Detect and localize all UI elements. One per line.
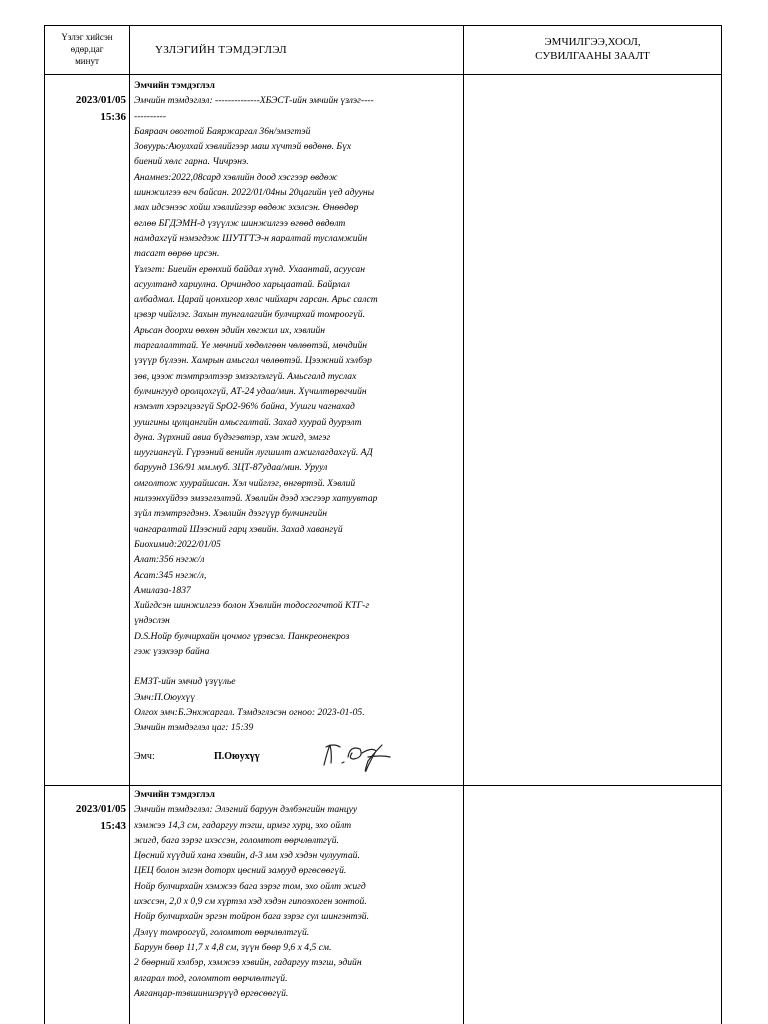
note-line: шинжилгээ өгч байсан. 2022/01/04ны 20цагийн үед адууны — [134, 187, 375, 199]
entry-title: Эмчийн тэмдэглэл — [134, 80, 215, 91]
header-time-line: өдөр,цаг — [70, 44, 104, 54]
note-line: Дэлүү томроогүй, голомтот өөрчлөлтгүй. — [134, 926, 310, 938]
note-line: Баруун бөөр 11,7 x 4,8 см, зүүн бөөр 9,6 x 4,5 см. — [134, 941, 332, 953]
entry-notes — [134, 787, 462, 1001]
note-line: чангаралтай Шээсний гарц хэвийн. Захад хавангүй — [134, 523, 343, 535]
note-line: үзүүр бүлээн. Хамрын амьсгал чөлөөтэй. Цээжний хэлбэр — [134, 355, 372, 367]
note-line: Алат:356 нэгж/л — [134, 554, 205, 566]
table-left-border — [44, 25, 45, 1024]
header-bottom-border — [44, 74, 722, 75]
note-line: булчингууд оролцохгүй, АТ-24 удаа/мин. Хүчилтөрөгчийн — [134, 385, 367, 397]
note-line: биений хөлс гарна. Чичрэнэ. — [134, 156, 249, 168]
note-line: Баяраач овогтой Баяржаргал 36н/эмэгтэй — [134, 125, 311, 137]
note-line: нэмэлт хэрэгцээгүй SpO2-96% байна, Уушги чагнахад — [134, 401, 355, 413]
note-line: Эмчийн тэмдэглэл: --------------ХБЭСТ-ийн эмчийн үзлэг---- — [134, 95, 374, 107]
header-time-column — [45, 31, 129, 67]
note-line: уушгины цулцангийн амьсгалтай. Захад хуурай дуурэлт — [134, 416, 362, 428]
entry-title: Эмчийн тэмдэглэл — [134, 789, 215, 800]
note-line: D.S.Нойр булчирхайн цочмог үрэвсэл. Панкреонекроз — [134, 630, 350, 642]
note-line: Зовуурь:Аюулхай хэвлийгээр маш хүчтэй өвдөнө. Бүх — [134, 141, 352, 153]
note-line: Асат:345 нэгж/л, — [134, 569, 207, 581]
note-line: таргалалттай. Үе мөчний хөдөлгөөн чөлөөтэй, мөчдийн — [134, 340, 368, 352]
note-line — [134, 659, 462, 674]
note-line: ихэссэн, 2,0 x 0,9 см хүртэл хэд хэдэн гипоэхоген зонтой. — [134, 896, 367, 908]
header-treatment-column — [464, 35, 721, 63]
note-line: Нойр булчирхайн эргэн тойрон бага зэрэг сул шингэнтэй. — [134, 911, 369, 923]
entry-time: 15:43 — [100, 820, 126, 832]
entry-notes — [134, 78, 462, 735]
note-line: Эмчийн тэмдэглэл цаг: 15:39 — [134, 722, 254, 734]
note-line: Аяганцар-тэвшиншэрүүд өргөсөөгүй. — [134, 987, 289, 999]
note-line: Анамнез:2022,08сард хэвлийн доод хэсгээр өвдөж — [134, 171, 338, 183]
note-line: цэвэр чийглэг. Захын тунгалагийн булчирхай томроогүй. — [134, 309, 365, 321]
note-line: Нойр булчирхайн хэмжээ бага зэрэг том, эхо ойлт жигд — [134, 880, 366, 892]
note-line: ЦЕЦ болон элгэн доторх цөсний замууд өргөсөөгүй. — [134, 865, 347, 877]
signature-block — [134, 747, 434, 777]
entry-date: 2023/01/05 — [75, 803, 126, 815]
signature-name: П.Оюухүү — [214, 751, 260, 762]
entry-datetime — [46, 92, 126, 126]
note-line: гэж үзэхээр байна — [134, 645, 210, 657]
note-line: албадмал. Царай цонхигор хөлс чийхарч гарсан. Арьс салст — [134, 294, 378, 306]
note-line: дуна. Зүрхний авиа бүдэгэвтэр, хэм жигд, эмгэг — [134, 431, 331, 443]
note-line: асуултанд хариулна. Орчиндоо харьцаатай. Байрлал — [134, 278, 350, 290]
header-notes-column: ҮЗЛЭГИЙН ТЭМДЭГЛЭЛ — [155, 44, 287, 56]
entry-time: 15:36 — [100, 111, 126, 123]
note-line: баруунд 136/91 мм.муб. ЗЦТ-87удаа/мин. Уруул — [134, 462, 328, 474]
note-line: намдахгүй нэмэгдэж ШУТГТЭ-н яаралтай тусламжийн — [134, 232, 368, 244]
note-line: Арьсан доорхи өөхөн эдийн хөгжил их, хэвлийн — [134, 324, 326, 336]
note-line: өглөө БГДЭМН-д үзүүлж шинжилгээ өгөөд өвдөлт — [134, 217, 346, 229]
header-time-line: Үзлэг хийсэн — [61, 32, 113, 42]
header-treatment-line: ЭМЧИЛГЭЭ,ХООЛ, — [544, 36, 641, 48]
handwritten-signature — [320, 735, 402, 775]
note-line: зөв, цээж тэмтрэлтээр эмзэглэлгүй. Амьсгалд туслах — [134, 370, 357, 382]
note-line: Эмч:П.Оюухүү — [134, 691, 196, 703]
table-right-border — [721, 25, 722, 1024]
note-line: Амилаза-1837 — [134, 584, 191, 596]
signature-role: Эмч: — [134, 751, 155, 762]
note-line: Цөсний хүүдий хана хэвийн, d-3 мм хэд хэдэн чулуутай. — [134, 850, 360, 862]
column-divider-notes — [463, 25, 464, 1024]
note-line: ---------- — [134, 110, 166, 122]
column-divider-time — [129, 25, 130, 1024]
note-line: Олгох эмч:Б.Энхжаргал. Тэмдэглэсэн огноо: 2023-01-05. — [134, 706, 365, 718]
note-line: үндэслэн — [134, 615, 170, 627]
note-line: ялгарал тод, голомтот өөрчлөлтгүй. — [134, 972, 288, 984]
note-line: мах идсэнээс хойш хэвлийгээр өвдөж эхэлсэн. Өнөөдөр — [134, 202, 359, 214]
note-line: омголтож хуурайшсан. Хэл чийглэг, өнгөртэй. Хэвлий — [134, 477, 356, 489]
entry-divider — [44, 785, 722, 786]
header-time-line: минут — [75, 56, 99, 66]
note-line: Эмчийн тэмдэглэл: Элэгний баруун дэлбэнгийн танцуу — [134, 804, 358, 816]
note-line: Хийгдсэн шинжилгээ болон Хэвлийн тодосгогчтой КТГ-г — [134, 600, 370, 612]
note-line: Биохимид:2022/01/05 — [134, 538, 221, 550]
note-line: нилээнхүйдээ эмзэглэлтэй. Хэвлийн дээд хэсгээр хатуувтар — [134, 493, 378, 505]
entry-date: 2023/01/05 — [75, 94, 126, 106]
note-line: ЕМЗТ-ийн эмчид үзүүлье — [134, 676, 236, 688]
entry-datetime — [46, 801, 126, 835]
note-line: Үзлэгт: Биеийн ерөнхий байдал хүнд. Ухаантай, асуусан — [134, 263, 365, 275]
note-line: 2 бөөрний хэлбэр, хэмжээ хэвийн, гадаргуу тэгш, эдийн — [134, 957, 362, 969]
header-treatment-line: СУВИЛГААНЫ ЗААЛТ — [535, 50, 650, 62]
note-line: жигд, бага зэрэг ихэссэн, голомтот өөрчлөлтгүй. — [134, 834, 339, 846]
note-line: зүйл тэмтрэгдэнэ. Хэвлийн дээгүүр булчингийн — [134, 508, 328, 520]
table-top-border — [44, 25, 722, 26]
note-line: шуугиангүй. Гүрээний венийн лугшилт ажиглагдахгүй. АД — [134, 447, 373, 459]
note-line: тасагт өөрөө ирсэн. — [134, 248, 220, 260]
note-line: хэмжээ 14,3 см, гадаргуу тэгш, ирмэг хурц, эхо ойлт — [134, 819, 352, 831]
